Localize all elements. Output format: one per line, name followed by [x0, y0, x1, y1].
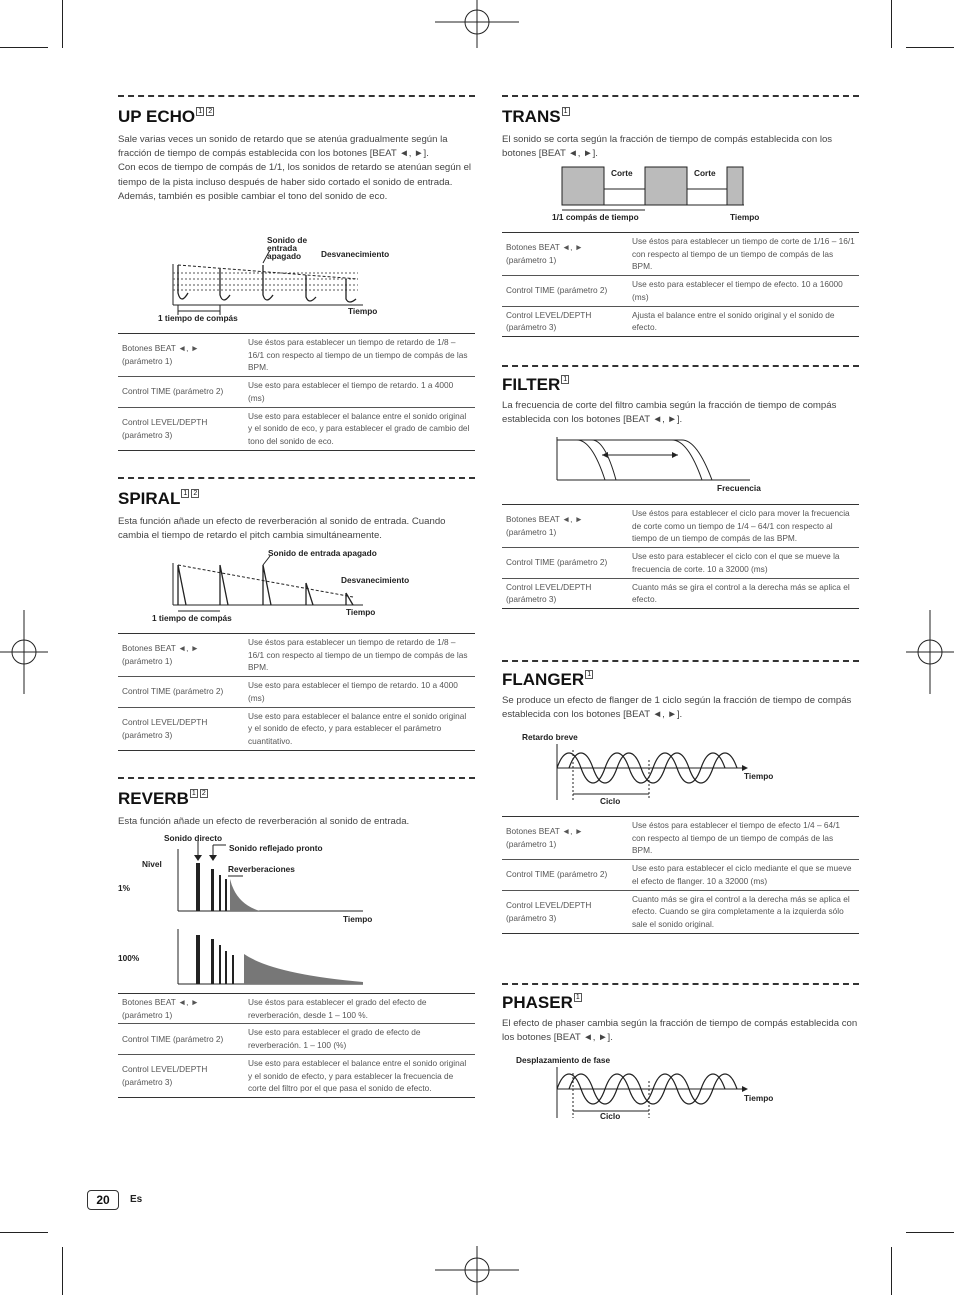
crop-mark — [62, 0, 63, 48]
table-row: Control LEVEL/DEPTH (parámetro 3) Use esto para establecer el balance entre el sonido original y el sonido de efecto, y para establecer la frecuencia de corte del filtro por el que pasa el sonido de efecto. — [118, 1054, 475, 1097]
registration-mark — [430, 1246, 524, 1295]
label-input-off: apagado — [267, 251, 302, 261]
table-row: Botones BEAT ◄, ► (parámetro 1) Use éstos para establecer un tiempo de corte de 1/16 – 16/1 con respecto al tiempo de un tiempo de compás de las BPM. — [502, 233, 859, 276]
table-row: Control TIME (parámetro 2) Use esto para establecer el tiempo de retardo. 10 a 4000 (ms) — [118, 677, 475, 707]
spiral-diagram — [118, 547, 475, 627]
paragraph: Sale varias veces un sonido de retardo que se atenúa gradualmente según la fracción de tiempo de compás establecida con los botones [BEAT ◄, ►]. — [118, 134, 448, 160]
section-reverb — [118, 777, 475, 1127]
label-direct: Sonido directo — [164, 833, 223, 843]
registration-mark — [0, 605, 50, 699]
registration-mark — [904, 605, 954, 699]
label-reverbs: Reverberaciones — [228, 864, 295, 874]
label-beat: 1/1 compás de tiempo — [552, 212, 639, 222]
crop-mark — [0, 1232, 48, 1233]
table-row: Control LEVEL/DEPTH (parámetro 3) Cuanto más se gira el control a la derecha más se aplica el efecto. Cuando se gira completamente a la izquierda sólo sale el sonido original. — [502, 890, 859, 933]
table-row: Botones BEAT ◄, ► (parámetro 1) Use éstos para establecer un tiempo de retardo de 1/8 – 16/1 con respecto al tiempo de un tiempo de compás de las BPM. — [118, 634, 475, 677]
crop-mark — [891, 0, 892, 48]
label-1-percent: 1% — [118, 883, 130, 893]
paragraph: El sonido se corta según la fracción de tiempo de compás establecida con los botones [BEAT ◄, ►]. — [502, 134, 833, 160]
paragraph: La frecuencia de corte del filtro cambia según la fracción de tiempo de compás establecida con los botones [BEAT ◄, ►]. — [502, 400, 837, 426]
label-level: Nivel — [142, 859, 162, 869]
label-input-off: Sonido de entrada apagado — [268, 548, 377, 558]
label-time: Tiempo — [730, 212, 760, 222]
section-divider — [118, 777, 475, 779]
label-phase-shift: Desplazamiento de fase — [516, 1055, 611, 1065]
crop-mark — [906, 1232, 954, 1233]
label-early: Sonido reflejado pronto — [229, 843, 323, 853]
section-divider — [118, 95, 475, 97]
section-spiral — [118, 477, 475, 757]
parameter-table — [502, 504, 859, 609]
up-echo-diagram — [118, 235, 475, 325]
label-fade: Desvanecimiento — [341, 575, 410, 585]
section-title: REVERB $^{1 2}$ — [118, 789, 475, 809]
table-row: Control TIME (parámetro 2) Use esto para establecer el ciclo mediante el que se mueve el efecto de flanger. 10 a 32000 (ms) — [502, 860, 859, 890]
label-cycle: Ciclo — [600, 1111, 621, 1121]
paragraph: Se produce un efecto de flanger de 1 ciclo según la fracción de tiempo de compás establecida con los botones [BEAT ◄, ►]. — [502, 695, 852, 721]
parameter-table — [118, 333, 475, 451]
section-title: FLANGER $^1$ — [502, 670, 859, 690]
trans-diagram — [502, 165, 859, 225]
right-column — [502, 0, 859, 1180]
flanger-diagram — [502, 730, 859, 805]
table-row: Botones BEAT ◄, ► (parámetro 1) Use éstos para establecer el tiempo de efecto 1/4 – 64/1 con respecto al tiempo de un tiempo de compás de las BPM. — [502, 817, 859, 860]
paragraph: Además, también es posible cambiar el tono del sonido de eco. — [118, 190, 388, 202]
section-phaser — [502, 983, 859, 1133]
section-up-echo — [118, 95, 475, 455]
crop-mark — [0, 47, 48, 48]
table-row: Control TIME (parámetro 2) Use esto para establecer el grado de efecto de reverberación. 1 – 100 (%) — [118, 1024, 475, 1054]
parameter-table — [118, 633, 475, 751]
section-title: UP ECHO $^{1 2}$ — [118, 107, 475, 127]
section-divider — [502, 660, 859, 662]
section-title: SPIRAL $^{1 2}$ — [118, 489, 475, 509]
paragraph: Con ecos de tiempo de compás de 1/1, los sonidos de retardo se atenúan según el tiempo de la pista incluso después de haber sido cortado el sonido de entrada. — [118, 162, 472, 188]
parameter-table — [118, 993, 475, 1098]
label-input-off: entrada — [267, 243, 297, 253]
label-100-percent: 100% — [118, 953, 140, 963]
label-time: Tiempo — [744, 1093, 774, 1103]
paragraph: El efecto de phaser cambia según la fracción de tiempo de compás establecida con los botones [BEAT ◄, ►]. — [502, 1018, 858, 1044]
table-row: Control LEVEL/DEPTH (parámetro 3) Ajusta el balance entre el sonido original y el sonido de efecto. — [502, 306, 859, 336]
section-title: TRANS $^1$ — [502, 107, 859, 127]
section-title: FILTER $^1$ — [502, 375, 859, 395]
phaser-diagram — [502, 1053, 859, 1123]
crop-mark — [891, 1247, 892, 1295]
parameter-table — [502, 816, 859, 934]
table-row: Control LEVEL/DEPTH (parámetro 3) Use esto para establecer el balance entre el sonido original y el sonido de eco, y para establecer el grado de cambio del tono del sonido de eco. — [118, 407, 475, 450]
section-divider — [502, 983, 859, 985]
label-frequency: Frecuencia — [717, 483, 761, 493]
label-short-delay: Retardo breve — [522, 732, 578, 742]
label-beat: 1 tiempo de compás — [152, 613, 232, 623]
crop-mark — [906, 47, 954, 48]
crop-mark — [62, 1247, 63, 1295]
paragraph: Esta función añade un efecto de reverberación al sonido de entrada. Cuando cambia el tiempo de retardo el pitch cambia simultáneamente. — [118, 516, 446, 542]
table-row: Control LEVEL/DEPTH (parámetro 3) Use esto para establecer el balance entre el sonido original y el sonido de efecto, y para establecer el parámetro cuantitativo. — [118, 707, 475, 750]
filter-diagram — [502, 435, 859, 495]
section-flanger — [502, 660, 859, 960]
section-filter — [502, 365, 859, 635]
label-time: Tiempo — [346, 607, 376, 617]
section-title: PHASER $^1$ — [502, 993, 859, 1013]
language-code: Es — [130, 1194, 143, 1205]
label-time: Tiempo — [348, 306, 378, 316]
label-time: Tiempo — [744, 771, 774, 781]
left-column — [118, 0, 475, 1180]
label-cut: Corte — [611, 168, 633, 178]
table-row: Botones BEAT ◄, ► (parámetro 1) Use éstos para establecer el grado del efecto de reverberación, desde 1 – 100 %. — [118, 994, 475, 1024]
page-number: 20 — [87, 1190, 119, 1210]
label-fade: Desvanecimiento — [321, 249, 390, 259]
label-time: Tiempo — [343, 914, 373, 924]
table-row: Control TIME (parámetro 2) Use esto para establecer el tiempo de efecto. 10 a 16000 (ms) — [502, 276, 859, 306]
parameter-table — [502, 232, 859, 337]
reverb-diagram — [118, 829, 475, 989]
table-row: Control LEVEL/DEPTH (parámetro 3) Cuanto más se gira el control a la derecha más se aplica el efecto. — [502, 578, 859, 608]
label-input-off: Sonido de — [267, 235, 308, 245]
label-cut: Corte — [694, 168, 716, 178]
section-divider — [502, 365, 859, 367]
label-cycle: Ciclo — [600, 796, 621, 805]
table-row: Botones BEAT ◄, ► (parámetro 1) Use éstos para establecer un tiempo de retardo de 1/8 – 16/1 con respecto al tiempo de un tiempo de compás de las BPM. — [118, 334, 475, 377]
section-trans — [502, 95, 859, 340]
paragraph: Esta función añade un efecto de reverberación al sonido de entrada. — [118, 816, 410, 827]
section-divider — [118, 477, 475, 479]
label-beat: 1 tiempo de compás — [158, 313, 238, 323]
table-row: Control TIME (parámetro 2) Use esto para establecer el tiempo de retardo. 1 a 4000 (ms) — [118, 377, 475, 407]
table-row: Control TIME (parámetro 2) Use esto para establecer el ciclo con el que se mueve la frecuencia de corte. 10 a 32000 (ms) — [502, 548, 859, 578]
section-divider — [502, 95, 859, 97]
table-row: Botones BEAT ◄, ► (parámetro 1) Use éstos para establecer el ciclo para mover la frecuencia de corte como un tiempo de 1/4 – 64/1 con respecto al tiempo de un tiempo de compás de las BPM. — [502, 505, 859, 548]
